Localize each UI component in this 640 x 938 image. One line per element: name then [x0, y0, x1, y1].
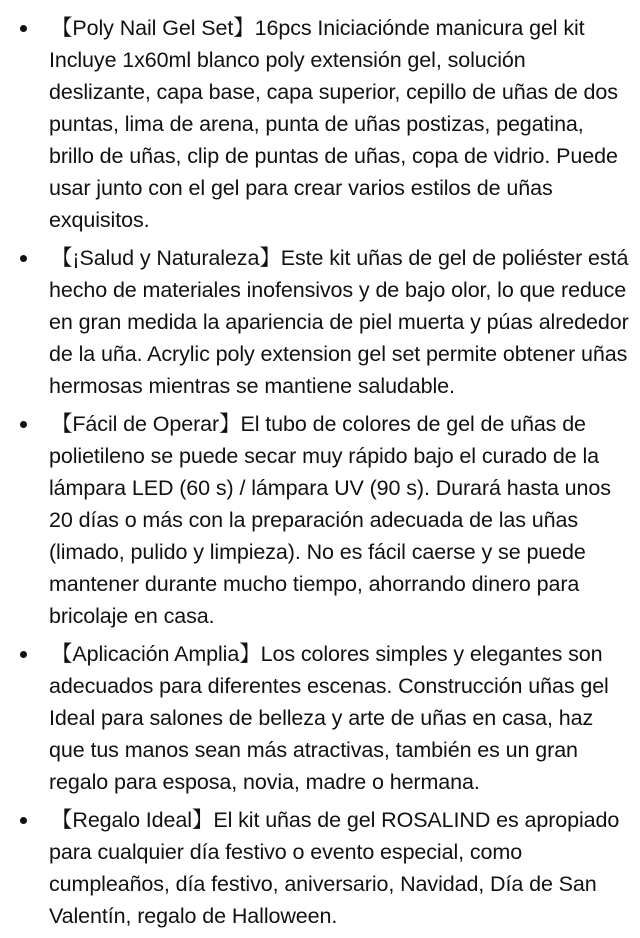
feature-bullet-salud-naturaleza — [0, 242, 640, 402]
bullet-dot-icon — [20, 817, 27, 824]
feature-bullet-facil-operar — [0, 408, 640, 632]
feature-title: 【Aplicación Amplia】 — [51, 642, 261, 666]
product-feature-list — [0, 12, 640, 938]
bullet-dot-icon — [20, 651, 27, 658]
feature-title: 【Poly Nail Gel Set】 — [51, 16, 255, 40]
feature-title: 【¡Salud y Naturaleza】 — [51, 246, 281, 270]
feature-body: El tubo de colores de gel de uñas de polietileno se puede secar muy rápido bajo el curado de la lámpara LED (60 s) / lámpara UV (90 s). Durará hasta unos 20 días o más con la preparación adecuada de las uñas (limado, pulido y limpieza). No es fácil caerse y se puede mantener durante mucho tiempo, ahorrando dinero para bricolaje en casa. — [49, 412, 611, 628]
feature-body: Este kit uñas de gel de poliéster está hecho de materiales inofensivos y de bajo olor, lo que reduce en gran medida la apariencia de piel muerta y púas alrededor de la uña. Acrylic poly extension gel set permite obtener uñas hermosas mientras se mantiene saludable. — [49, 246, 629, 398]
bullet-dot-icon — [20, 421, 27, 428]
feature-body: El kit uñas de gel ROSALIND es apropiado para cualquier día festivo o evento especial, como cumpleaños, día festivo, aniversario, Navidad, Día de San Valentín, regalo de Halloween. — [49, 808, 620, 928]
feature-bullet-poly-nail-gel-set — [0, 12, 640, 236]
bullet-dot-icon — [20, 25, 27, 32]
bullet-dot-icon — [20, 255, 27, 262]
feature-bullet-regalo-ideal — [0, 804, 640, 932]
feature-body: 16pcs Iniciaciónde manicura gel kit Incluye 1x60ml blanco poly extensión gel, solución deslizante, capa base, capa superior, cepillo de uñas de dos puntas, lima de arena, punta de uñas postizas, pegatina, brillo de uñas, clip de puntas de uñas, copa de vidrio. Puede usar junto con el gel para crear varios estilos de uñas exquisitos. — [49, 16, 618, 232]
feature-title: 【Regalo Ideal】 — [51, 808, 214, 832]
feature-title: 【Fácil de Operar】 — [51, 412, 241, 436]
feature-bullet-aplicacion-amplia — [0, 638, 640, 798]
feature-body: Los colores simples y elegantes son adecuados para diferentes escenas. Construcción uñas gel Ideal para salones de belleza y arte de uñas en casa, haz que tus manos sean más atractivas, también es un gran regalo para esposa, novia, madre o hermana. — [49, 642, 609, 794]
